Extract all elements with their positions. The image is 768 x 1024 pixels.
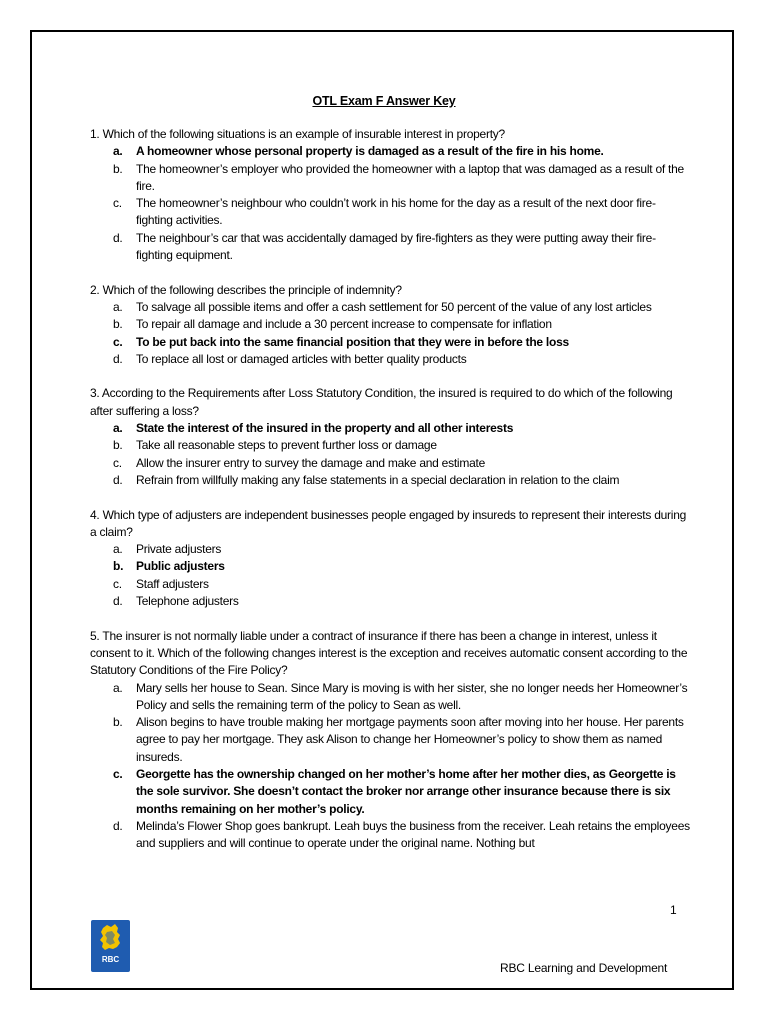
- rbc-lion-icon: [91, 920, 130, 972]
- option-answer: [90, 143, 690, 160]
- option-text: The homeowner’s neighbour who couldn’t work in his home for the day as a result of the next door fire-fighting activities.: [136, 196, 656, 228]
- option-text: Telephone adjusters: [136, 594, 239, 609]
- question-5: [90, 628, 690, 853]
- option-letter: d.: [113, 351, 123, 366]
- option-list: [90, 143, 690, 264]
- option-letter: a.: [113, 680, 123, 695]
- option-text: A homeowner whose personal property is damaged as a result of the fire in his home.: [136, 144, 604, 159]
- question-3: [90, 385, 690, 489]
- page-number: 1: [670, 903, 677, 917]
- question-list: [90, 126, 690, 852]
- option-answer: [90, 420, 690, 437]
- option-letter: c.: [113, 455, 122, 470]
- option: [90, 351, 690, 368]
- option: [90, 230, 690, 265]
- question-text: 5. The insurer is not normally liable under a contract of insurance if there has been a change in interest, unless it consent to it. Which of the following changes interest is the exception and receives automatic consent according to the Statutory Conditions of the Fire Policy?: [90, 628, 688, 678]
- option-text: Allow the insurer entry to survey the damage and make and estimate: [136, 455, 486, 470]
- option: [90, 714, 690, 766]
- document-title: OTL Exam F Answer Key: [312, 94, 456, 108]
- question-4: [90, 507, 690, 611]
- option-text: Staff adjusters: [136, 576, 209, 591]
- option: [90, 316, 690, 333]
- option-text: Private adjusters: [136, 542, 222, 557]
- option-text: The homeowner’s employer who provided the homeowner with a laptop that was damaged as a result of the fire.: [136, 161, 684, 193]
- option-answer: [90, 766, 690, 818]
- option-letter: c.: [113, 334, 123, 349]
- option-text: To repair all damage and include a 30 percent increase to compensate for inflation: [136, 317, 552, 332]
- option: [90, 576, 690, 593]
- option-text: Mary sells her house to Sean. Since Mary is moving is with her sister, she no longer needs her Homeowner’s Policy and sells the remaining term of the policy to Sean as well.: [136, 680, 688, 712]
- question-text: 4. Which type of adjusters are independent businesses people engaged by insureds to represent their interests during a claim?: [90, 507, 687, 539]
- option-letter: c.: [113, 766, 123, 781]
- question-text: 2. Which of the following describes the principle of indemnity?: [90, 282, 402, 297]
- option-text: To be put back into the same financial position that they were in before the loss: [136, 334, 569, 349]
- option: [90, 195, 690, 230]
- option-text: The neighbour’s car that was accidentally damaged by fire-fighters as they were putting away their fire-fighting equipment.: [136, 230, 656, 263]
- option-letter: a.: [113, 299, 123, 314]
- option-letter: c.: [113, 576, 122, 591]
- option: [90, 818, 690, 853]
- option: [90, 593, 690, 610]
- option-answer: [90, 334, 690, 351]
- option-letter: a.: [113, 144, 123, 159]
- option-letter: a.: [113, 421, 123, 436]
- option-text: Public adjusters: [136, 559, 225, 574]
- option-list: [90, 541, 690, 610]
- footer-text: RBC Learning and Development: [500, 961, 668, 975]
- option-list: [90, 420, 690, 489]
- option: [90, 437, 690, 454]
- option-letter: d.: [113, 818, 123, 833]
- option-letter: b.: [113, 438, 123, 453]
- option-letter: d.: [113, 594, 123, 609]
- option-list: [90, 299, 690, 368]
- question-2: [90, 282, 690, 368]
- option-letter: d.: [113, 230, 123, 245]
- option-text: Georgette has the ownership changed on her mother’s home after her mother dies, as Georgette is the sole survivor. She doesn’t contact the broker nor arrange other insurance because there is six months remaining on her mother’s policy.: [136, 766, 676, 816]
- option-text: Refrain from willfully making any false statements in a special declaration in relation to the claim: [136, 472, 620, 487]
- option: [90, 541, 690, 558]
- option-letter: c.: [113, 196, 122, 211]
- option-list: [90, 680, 690, 853]
- option-letter: b.: [113, 715, 123, 730]
- option-text: Take all reasonable steps to prevent further loss or damage: [136, 438, 437, 453]
- option-letter: b.: [113, 559, 124, 574]
- logo-text: RBC: [101, 955, 120, 964]
- option-letter: d.: [113, 472, 123, 487]
- option-text: State the interest of the insured in the property and all other interests: [136, 421, 514, 436]
- option-letter: a.: [113, 542, 123, 557]
- option-answer: [90, 558, 690, 575]
- option: [90, 472, 690, 489]
- option: [90, 680, 690, 715]
- rbc-logo: [91, 920, 130, 972]
- option-text: To replace all lost or damaged articles with better quality products: [136, 351, 467, 366]
- question-text: 1. Which of the following situations is an example of insurable interest in property?: [90, 127, 505, 141]
- question-text: 3. According to the Requirements after Loss Statutory Condition, the insured is required to do which of the following after suffering a loss?: [90, 386, 673, 418]
- option: [90, 455, 690, 472]
- option: [90, 161, 690, 196]
- option-text: Alison begins to have trouble making her mortgage payments soon after moving into her house. Her parents agree to pay her mortgage. They ask Alison to change her Homeowner’s policy to show them as named insureds.: [136, 715, 684, 764]
- option-text: To salvage all possible items and offer a cash settlement for 50 percent of the value of any lost articles: [136, 299, 652, 314]
- question-1: [90, 126, 690, 264]
- option-letter: b.: [113, 317, 123, 332]
- option-text: Melinda’s Flower Shop goes bankrupt. Leah buys the business from the receiver. Leah retains the employees and suppliers and will continue to operate under the original name. Nothing but: [136, 818, 690, 851]
- option: [90, 299, 690, 316]
- option-letter: b.: [113, 161, 123, 176]
